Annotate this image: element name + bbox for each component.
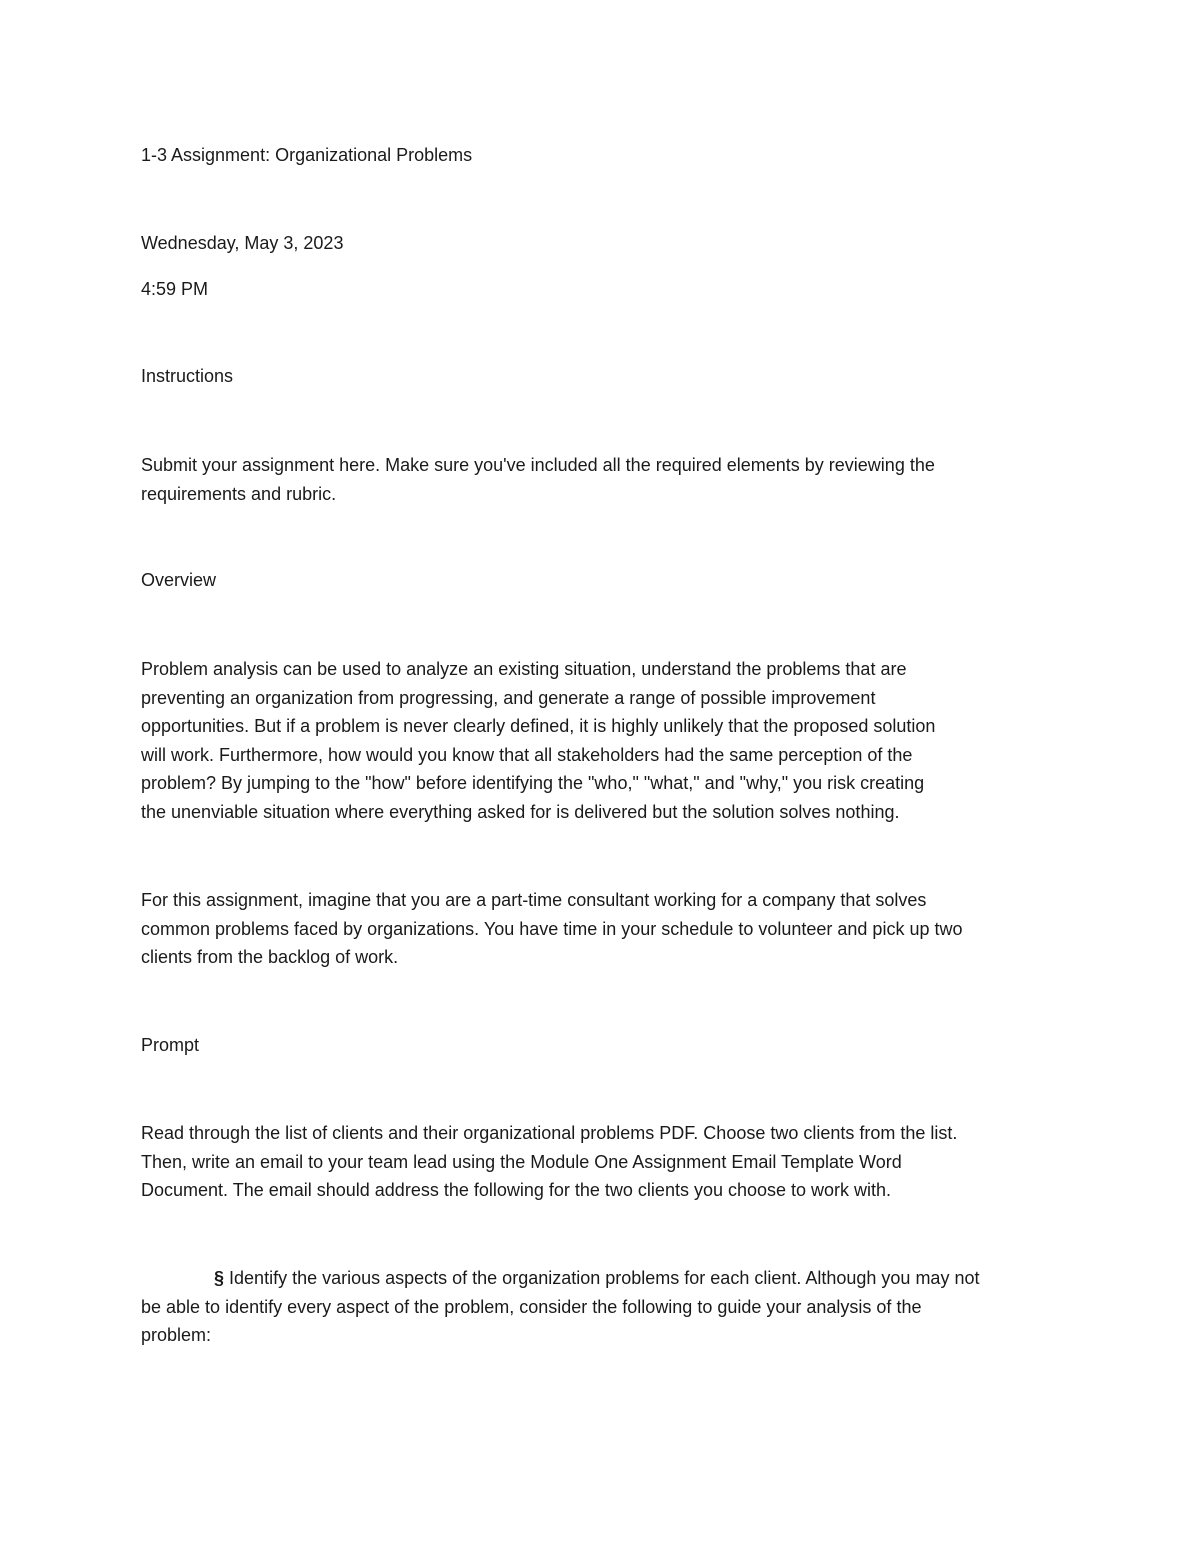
assignment-paragraph: [141, 886, 1071, 972]
paragraph-line: the unenviable situation where everything asked for is delivered but the solution solves nothing.: [141, 801, 900, 822]
paragraph-line: problem? By jumping to the "how" before identifying the "who," "what," and "why," you risk creating: [141, 773, 925, 793]
paragraph-line: Problem analysis can be used to analyze an existing situation, understand the problems that are: [141, 659, 907, 679]
paragraph-line: Then, write an email to your team lead using the Module One Assignment Email Template Word: [141, 1151, 902, 1172]
instructions-paragraph: [141, 451, 1071, 508]
instructions-heading: Instructions: [141, 366, 234, 386]
document-title: 1-3 Assignment: Organizational Problems: [141, 145, 473, 165]
overview-paragraph: [141, 655, 1071, 826]
prompt-paragraph: [141, 1119, 1071, 1205]
paragraph-line: opportunities. But if a problem is never clearly defined, it is highly unlikely that the proposed solution: [141, 716, 936, 736]
bullet-text: Identify the various aspects of the organization problems for each client. Although you may not: [229, 1268, 980, 1288]
paragraph-line: Document. The email should address the following for the two clients you choose to work with.: [141, 1180, 892, 1200]
document-date: Wednesday, May 3, 2023: [141, 233, 344, 253]
paragraph-line: clients from the backlog of work.: [141, 947, 399, 967]
overview-heading: Overview: [141, 570, 217, 590]
paragraph-line: Read through the list of clients and their organizational problems PDF. Choose two clients from the list.: [141, 1123, 958, 1143]
section-sign-bullet: §: [214, 1268, 225, 1288]
paragraph-line: common problems faced by organizations. You have time in your schedule to volunteer and pick up two: [141, 918, 963, 939]
bullet-item: [141, 1264, 1071, 1350]
paragraph-line: For this assignment, imagine that you are a part-time consultant working for a company that solves: [141, 890, 927, 910]
prompt-heading: Prompt: [141, 1035, 200, 1055]
paragraph-line: Submit your assignment here. Make sure you've included all the required elements by reviewing the: [141, 455, 935, 475]
document-time: 4:59 PM: [141, 279, 209, 299]
paragraph-line: will work. Furthermore, how would you know that all stakeholders had the same perception of the: [141, 744, 913, 765]
paragraph-line: preventing an organization from progressing, and generate a range of possible improvement: [141, 687, 876, 708]
paragraph-line: be able to identify every aspect of the problem, consider the following to guide your analysis of the: [141, 1296, 922, 1317]
paragraph-line: problem:: [141, 1325, 212, 1345]
bullet-line: [141, 1264, 1071, 1293]
paragraph-line: requirements and rubric.: [141, 483, 337, 504]
